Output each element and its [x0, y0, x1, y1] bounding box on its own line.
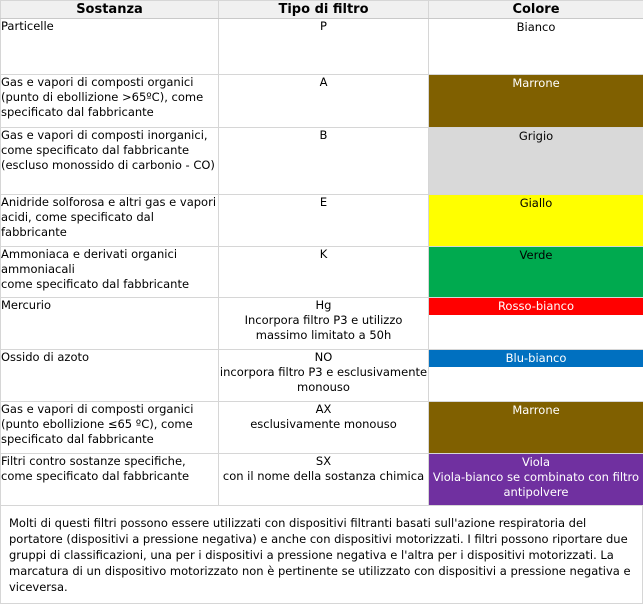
table-header-row: [1, 1, 643, 19]
cell-sostanza: Gas e vapori di composti organici (punto ebollizione ≤65 ºC), come specificato dal fabbricante: [1, 402, 219, 454]
cell-sostanza: Ossido di azoto: [1, 350, 219, 402]
color-swatch: Viola Viola-bianco se combinato con filtro antipolvere: [429, 454, 643, 505]
cell-colore: [429, 454, 643, 506]
color-swatch: Marrone: [429, 402, 643, 453]
table-header: [1, 1, 643, 19]
table-body: [1, 19, 643, 506]
table-row: [1, 128, 643, 195]
cell-tipo-di-filtro: SX con il nome della sostanza chimica: [219, 454, 429, 506]
table-row: [1, 247, 643, 298]
table-row: [1, 298, 643, 350]
color-swatch: Bianco: [429, 19, 643, 74]
cell-tipo-di-filtro: B: [219, 128, 429, 195]
color-swatch: Grigio: [429, 128, 643, 194]
cell-tipo-di-filtro: A: [219, 75, 429, 128]
color-swatch: Verde: [429, 247, 643, 297]
cell-colore: [429, 350, 643, 402]
cell-sostanza: Particelle: [1, 19, 219, 75]
cell-colore: [429, 298, 643, 350]
cell-sostanza: Mercurio: [1, 298, 219, 350]
cell-colore: [429, 19, 643, 75]
cell-sostanza: Anidride solforosa e altri gas e vapori acidi, come specificato dal fabbricante: [1, 195, 219, 247]
table-row: [1, 350, 643, 402]
cell-sostanza: Gas e vapori di composti inorganici, come specificato dal fabbricante (escluso monossido di carbonio - CO): [1, 128, 219, 195]
column-header-tipo-di-filtro: Tipo di filtro: [219, 1, 429, 19]
cell-colore: [429, 75, 643, 128]
table-row: [1, 454, 643, 506]
cell-sostanza: Gas e vapori di composti organici (punto di ebollizione >65ºC), come specificato dal fabbricante: [1, 75, 219, 128]
color-swatch-band: Rosso-bianco: [429, 298, 643, 315]
cell-colore: [429, 195, 643, 247]
color-swatch: Giallo: [429, 195, 643, 246]
cell-colore: [429, 128, 643, 195]
table-row: [1, 19, 643, 75]
cell-tipo-di-filtro: NO incorpora filtro P3 e esclusivamente monouso: [219, 350, 429, 402]
color-swatch-band: Blu-bianco: [429, 350, 643, 367]
table-row: [1, 402, 643, 454]
color-swatch-white-half: [429, 367, 643, 401]
color-swatch: Marrone: [429, 75, 643, 127]
table-row: [1, 195, 643, 247]
table-row: [1, 75, 643, 128]
cell-tipo-di-filtro: E: [219, 195, 429, 247]
column-header-colore: Colore: [429, 1, 643, 19]
cell-tipo-di-filtro: K: [219, 247, 429, 298]
color-swatch-white-half: [429, 315, 643, 349]
cell-tipo-di-filtro: P: [219, 19, 429, 75]
table-footnote: Molti di questi filtri possono essere utilizzati con dispositivi filtranti basati sull'azione respiratoria del portatore (dispositivi a pressione negativa) e anche con dispositivi motorizzati. I filtri possono riportare due gruppi di classificazioni, una per i dispositivi a pressione negativa e l'altra per i dispositivi motorizzati. La marcatura di un dispositivo motorizzato non è pertinente se utilizzato con dispositivi a pressione negativa e viceversa.: [0, 506, 643, 604]
cell-sostanza: Filtri contro sostanze specifiche, come specificato dal fabbricante: [1, 454, 219, 506]
column-header-sostanza: Sostanza: [1, 1, 219, 19]
cell-colore: [429, 402, 643, 454]
cell-tipo-di-filtro: AX esclusivamente monouso: [219, 402, 429, 454]
cell-sostanza: Ammoniaca e derivati organici ammoniacali come specificato dal fabbricante: [1, 247, 219, 298]
cell-tipo-di-filtro: Hg Incorpora filtro P3 e utilizzo massimo limitato a 50h: [219, 298, 429, 350]
cell-colore: [429, 247, 643, 298]
